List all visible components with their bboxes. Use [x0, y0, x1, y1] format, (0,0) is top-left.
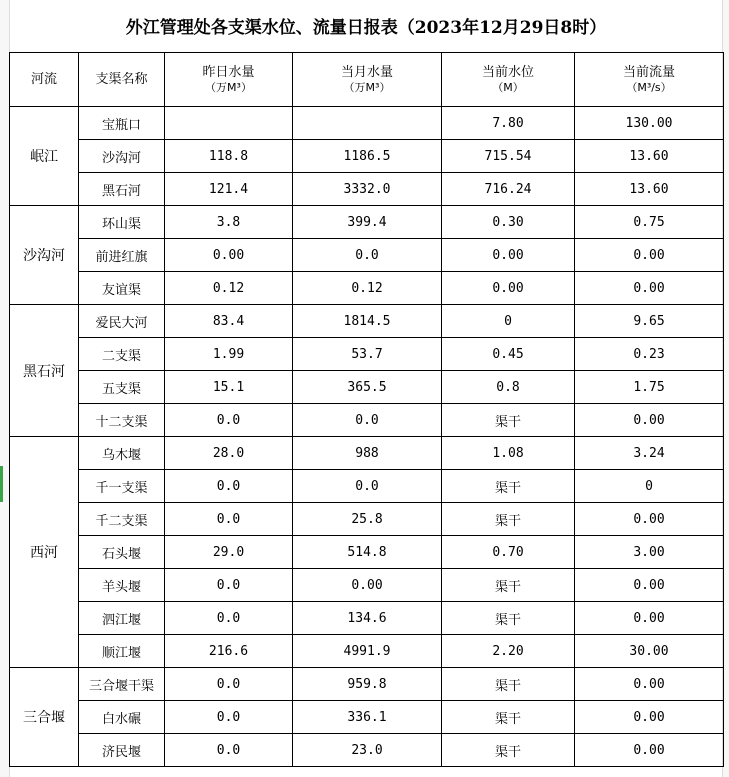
header-flow[interactable]: 当前流量 （M³/s）	[575, 53, 724, 107]
canal-cell[interactable]: 十二支渠	[79, 404, 165, 437]
yesterday-volume-cell[interactable]: 1.99	[165, 338, 293, 371]
table-row	[10, 602, 724, 635]
canal-cell[interactable]: 二支渠	[79, 338, 165, 371]
river-cell[interactable]: 三合堰	[10, 668, 79, 767]
header-yesterday-unit: （万M³）	[205, 80, 252, 94]
month-volume-cell[interactable]: 365.5	[293, 371, 442, 404]
table-row	[10, 536, 724, 569]
month-volume-cell[interactable]: 336.1	[293, 701, 442, 734]
flow-rate-cell[interactable]: 30.00	[575, 635, 724, 668]
month-volume-cell[interactable]: 1814.5	[293, 305, 442, 338]
water-level-cell[interactable]: 0.45	[442, 338, 575, 371]
month-volume-cell[interactable]: 0.12	[293, 272, 442, 305]
flow-rate-cell[interactable]: 0.00	[575, 602, 724, 635]
report-table	[9, 52, 724, 767]
flow-rate-cell[interactable]: 13.60	[575, 173, 724, 206]
table-row	[10, 239, 724, 272]
canal-cell[interactable]: 乌木堰	[79, 437, 165, 470]
canal-cell[interactable]: 白水碾	[79, 701, 165, 734]
flow-rate-cell[interactable]: 0.00	[575, 404, 724, 437]
active-row-marker	[0, 466, 3, 502]
month-volume-cell[interactable]: 988	[293, 437, 442, 470]
table-row	[10, 140, 724, 173]
water-level-cell[interactable]: 0.00	[442, 239, 575, 272]
flow-rate-cell[interactable]: 0.00	[575, 569, 724, 602]
yesterday-volume-cell[interactable]: 0.0	[165, 734, 293, 767]
header-level[interactable]: 当前水位 （M）	[442, 53, 575, 107]
month-volume-cell[interactable]: 3332.0	[293, 173, 442, 206]
canal-cell[interactable]: 石头堰	[79, 536, 165, 569]
water-level-cell[interactable]: 0.00	[442, 272, 575, 305]
month-volume-cell[interactable]: 0.0	[293, 239, 442, 272]
yesterday-volume-cell[interactable]: 0.12	[165, 272, 293, 305]
month-volume-cell[interactable]: 25.8	[293, 503, 442, 536]
canal-cell[interactable]: 前进红旗	[79, 239, 165, 272]
table-row	[10, 173, 724, 206]
flow-rate-cell[interactable]: 0	[575, 470, 724, 503]
flow-rate-cell[interactable]: 0.00	[575, 272, 724, 305]
header-river[interactable]: 河流	[10, 53, 79, 107]
table-row	[10, 503, 724, 536]
table-row	[10, 569, 724, 602]
flow-rate-cell[interactable]: 130.00	[575, 107, 724, 140]
month-volume-cell[interactable]	[293, 107, 442, 140]
month-volume-cell[interactable]: 1186.5	[293, 140, 442, 173]
month-volume-cell[interactable]: 134.6	[293, 602, 442, 635]
flow-rate-cell[interactable]: 3.24	[575, 437, 724, 470]
river-cell[interactable]: 黑石河	[10, 305, 79, 437]
water-level-cell[interactable]: 0.8	[442, 371, 575, 404]
canal-cell[interactable]: 友谊渠	[79, 272, 165, 305]
table-row	[10, 470, 724, 503]
yesterday-volume-cell[interactable]: 216.6	[165, 635, 293, 668]
water-level-cell[interactable]: 2.20	[442, 635, 575, 668]
canal-cell[interactable]: 顺江堰	[79, 635, 165, 668]
month-volume-cell[interactable]: 959.8	[293, 668, 442, 701]
yesterday-volume-cell[interactable]: 15.1	[165, 371, 293, 404]
water-level-cell[interactable]: 渠干	[442, 701, 575, 734]
water-level-cell[interactable]: 1.08	[442, 437, 575, 470]
water-level-cell[interactable]: 716.24	[442, 173, 575, 206]
yesterday-volume-cell[interactable]: 0.0	[165, 503, 293, 536]
report-title[interactable]: 外江管理处各支渠水位、流量日报表（2023年12月29日8时）	[125, 18, 607, 38]
table-row	[10, 668, 724, 701]
water-level-cell[interactable]: 渠干	[442, 734, 575, 767]
table-row	[10, 437, 724, 470]
flow-rate-cell[interactable]: 0.23	[575, 338, 724, 371]
water-level-cell[interactable]: 渠干	[442, 569, 575, 602]
canal-cell[interactable]: 黑石河	[79, 173, 165, 206]
header-canal[interactable]: 支渠名称	[79, 53, 165, 107]
flow-rate-cell[interactable]: 9.65	[575, 305, 724, 338]
river-cell[interactable]: 沙沟河	[10, 206, 79, 305]
table-row	[10, 107, 724, 140]
yesterday-volume-cell[interactable]: 83.4	[165, 305, 293, 338]
table-row	[10, 404, 724, 437]
month-volume-cell[interactable]: 4991.9	[293, 635, 442, 668]
table-row	[10, 635, 724, 668]
month-volume-cell[interactable]: 0.0	[293, 470, 442, 503]
flow-rate-cell[interactable]: 0.75	[575, 206, 724, 239]
flow-rate-cell[interactable]: 3.00	[575, 536, 724, 569]
month-volume-cell[interactable]: 514.8	[293, 536, 442, 569]
flow-rate-cell[interactable]: 0.00	[575, 734, 724, 767]
table-row	[10, 305, 724, 338]
flow-rate-cell[interactable]: 0.00	[575, 668, 724, 701]
canal-cell[interactable]: 沙沟河	[79, 140, 165, 173]
table-row	[10, 371, 724, 404]
yesterday-volume-cell[interactable]: 0.0	[165, 701, 293, 734]
canal-cell[interactable]: 羊头堰	[79, 569, 165, 602]
flow-rate-cell[interactable]: 0.00	[575, 239, 724, 272]
water-level-cell[interactable]: 0	[442, 305, 575, 338]
canal-cell[interactable]: 环山渠	[79, 206, 165, 239]
water-level-cell[interactable]: 渠干	[442, 470, 575, 503]
water-level-cell[interactable]: 7.80	[442, 107, 575, 140]
yesterday-volume-cell[interactable]: 0.0	[165, 404, 293, 437]
water-level-cell[interactable]: 渠干	[442, 668, 575, 701]
yesterday-volume-cell[interactable]: 0.00	[165, 239, 293, 272]
yesterday-volume-cell[interactable]: 0.0	[165, 470, 293, 503]
month-volume-cell[interactable]: 0.0	[293, 404, 442, 437]
canal-cell[interactable]: 千二支渠	[79, 503, 165, 536]
yesterday-volume-cell[interactable]: 0.0	[165, 602, 293, 635]
header-row	[10, 53, 724, 107]
table-row	[10, 206, 724, 239]
canal-cell[interactable]: 泗江堰	[79, 602, 165, 635]
month-volume-cell[interactable]: 53.7	[293, 338, 442, 371]
yesterday-volume-cell[interactable]: 3.8	[165, 206, 293, 239]
water-level-cell[interactable]: 渠干	[442, 404, 575, 437]
yesterday-volume-cell[interactable]: 28.0	[165, 437, 293, 470]
header-flow-unit: （M³/s）	[626, 80, 672, 94]
canal-cell[interactable]: 千一支渠	[79, 470, 165, 503]
yesterday-volume-cell[interactable]: 118.8	[165, 140, 293, 173]
river-cell[interactable]: 岷江	[10, 107, 79, 206]
flow-rate-cell[interactable]: 1.75	[575, 371, 724, 404]
header-month[interactable]: 当月水量 （万M³）	[293, 53, 442, 107]
water-level-cell[interactable]: 0.70	[442, 536, 575, 569]
flow-rate-cell[interactable]: 0.00	[575, 701, 724, 734]
water-level-cell[interactable]: 0.30	[442, 206, 575, 239]
water-level-cell[interactable]: 715.54	[442, 140, 575, 173]
table-row	[10, 272, 724, 305]
flow-rate-cell[interactable]: 0.00	[575, 503, 724, 536]
table-row	[10, 701, 724, 734]
header-yesterday[interactable]: 昨日水量 （万M³）	[165, 53, 293, 107]
table-body	[10, 107, 724, 767]
month-volume-cell[interactable]: 23.0	[293, 734, 442, 767]
canal-cell[interactable]: 宝瓶口	[79, 107, 165, 140]
header-month-unit: （万M³）	[343, 80, 391, 94]
water-level-cell[interactable]: 渠干	[442, 503, 575, 536]
yesterday-volume-cell[interactable]: 0.0	[165, 569, 293, 602]
yesterday-volume-cell[interactable]: 121.4	[165, 173, 293, 206]
header-level-unit: （M）	[492, 80, 524, 94]
canal-cell[interactable]: 三合堰干渠	[79, 668, 165, 701]
month-volume-cell[interactable]: 0.00	[293, 569, 442, 602]
river-cell[interactable]: 西河	[10, 437, 79, 668]
yesterday-volume-cell[interactable]	[165, 107, 293, 140]
yesterday-volume-cell[interactable]: 0.0	[165, 668, 293, 701]
table-row	[10, 734, 724, 767]
month-volume-cell[interactable]: 399.4	[293, 206, 442, 239]
canal-cell[interactable]: 五支渠	[79, 371, 165, 404]
canal-cell[interactable]: 爱民大河	[79, 305, 165, 338]
water-level-cell[interactable]: 渠干	[442, 602, 575, 635]
table-row	[10, 338, 724, 371]
flow-rate-cell[interactable]: 13.60	[575, 140, 724, 173]
canal-cell[interactable]: 济民堰	[79, 734, 165, 767]
yesterday-volume-cell[interactable]: 29.0	[165, 536, 293, 569]
